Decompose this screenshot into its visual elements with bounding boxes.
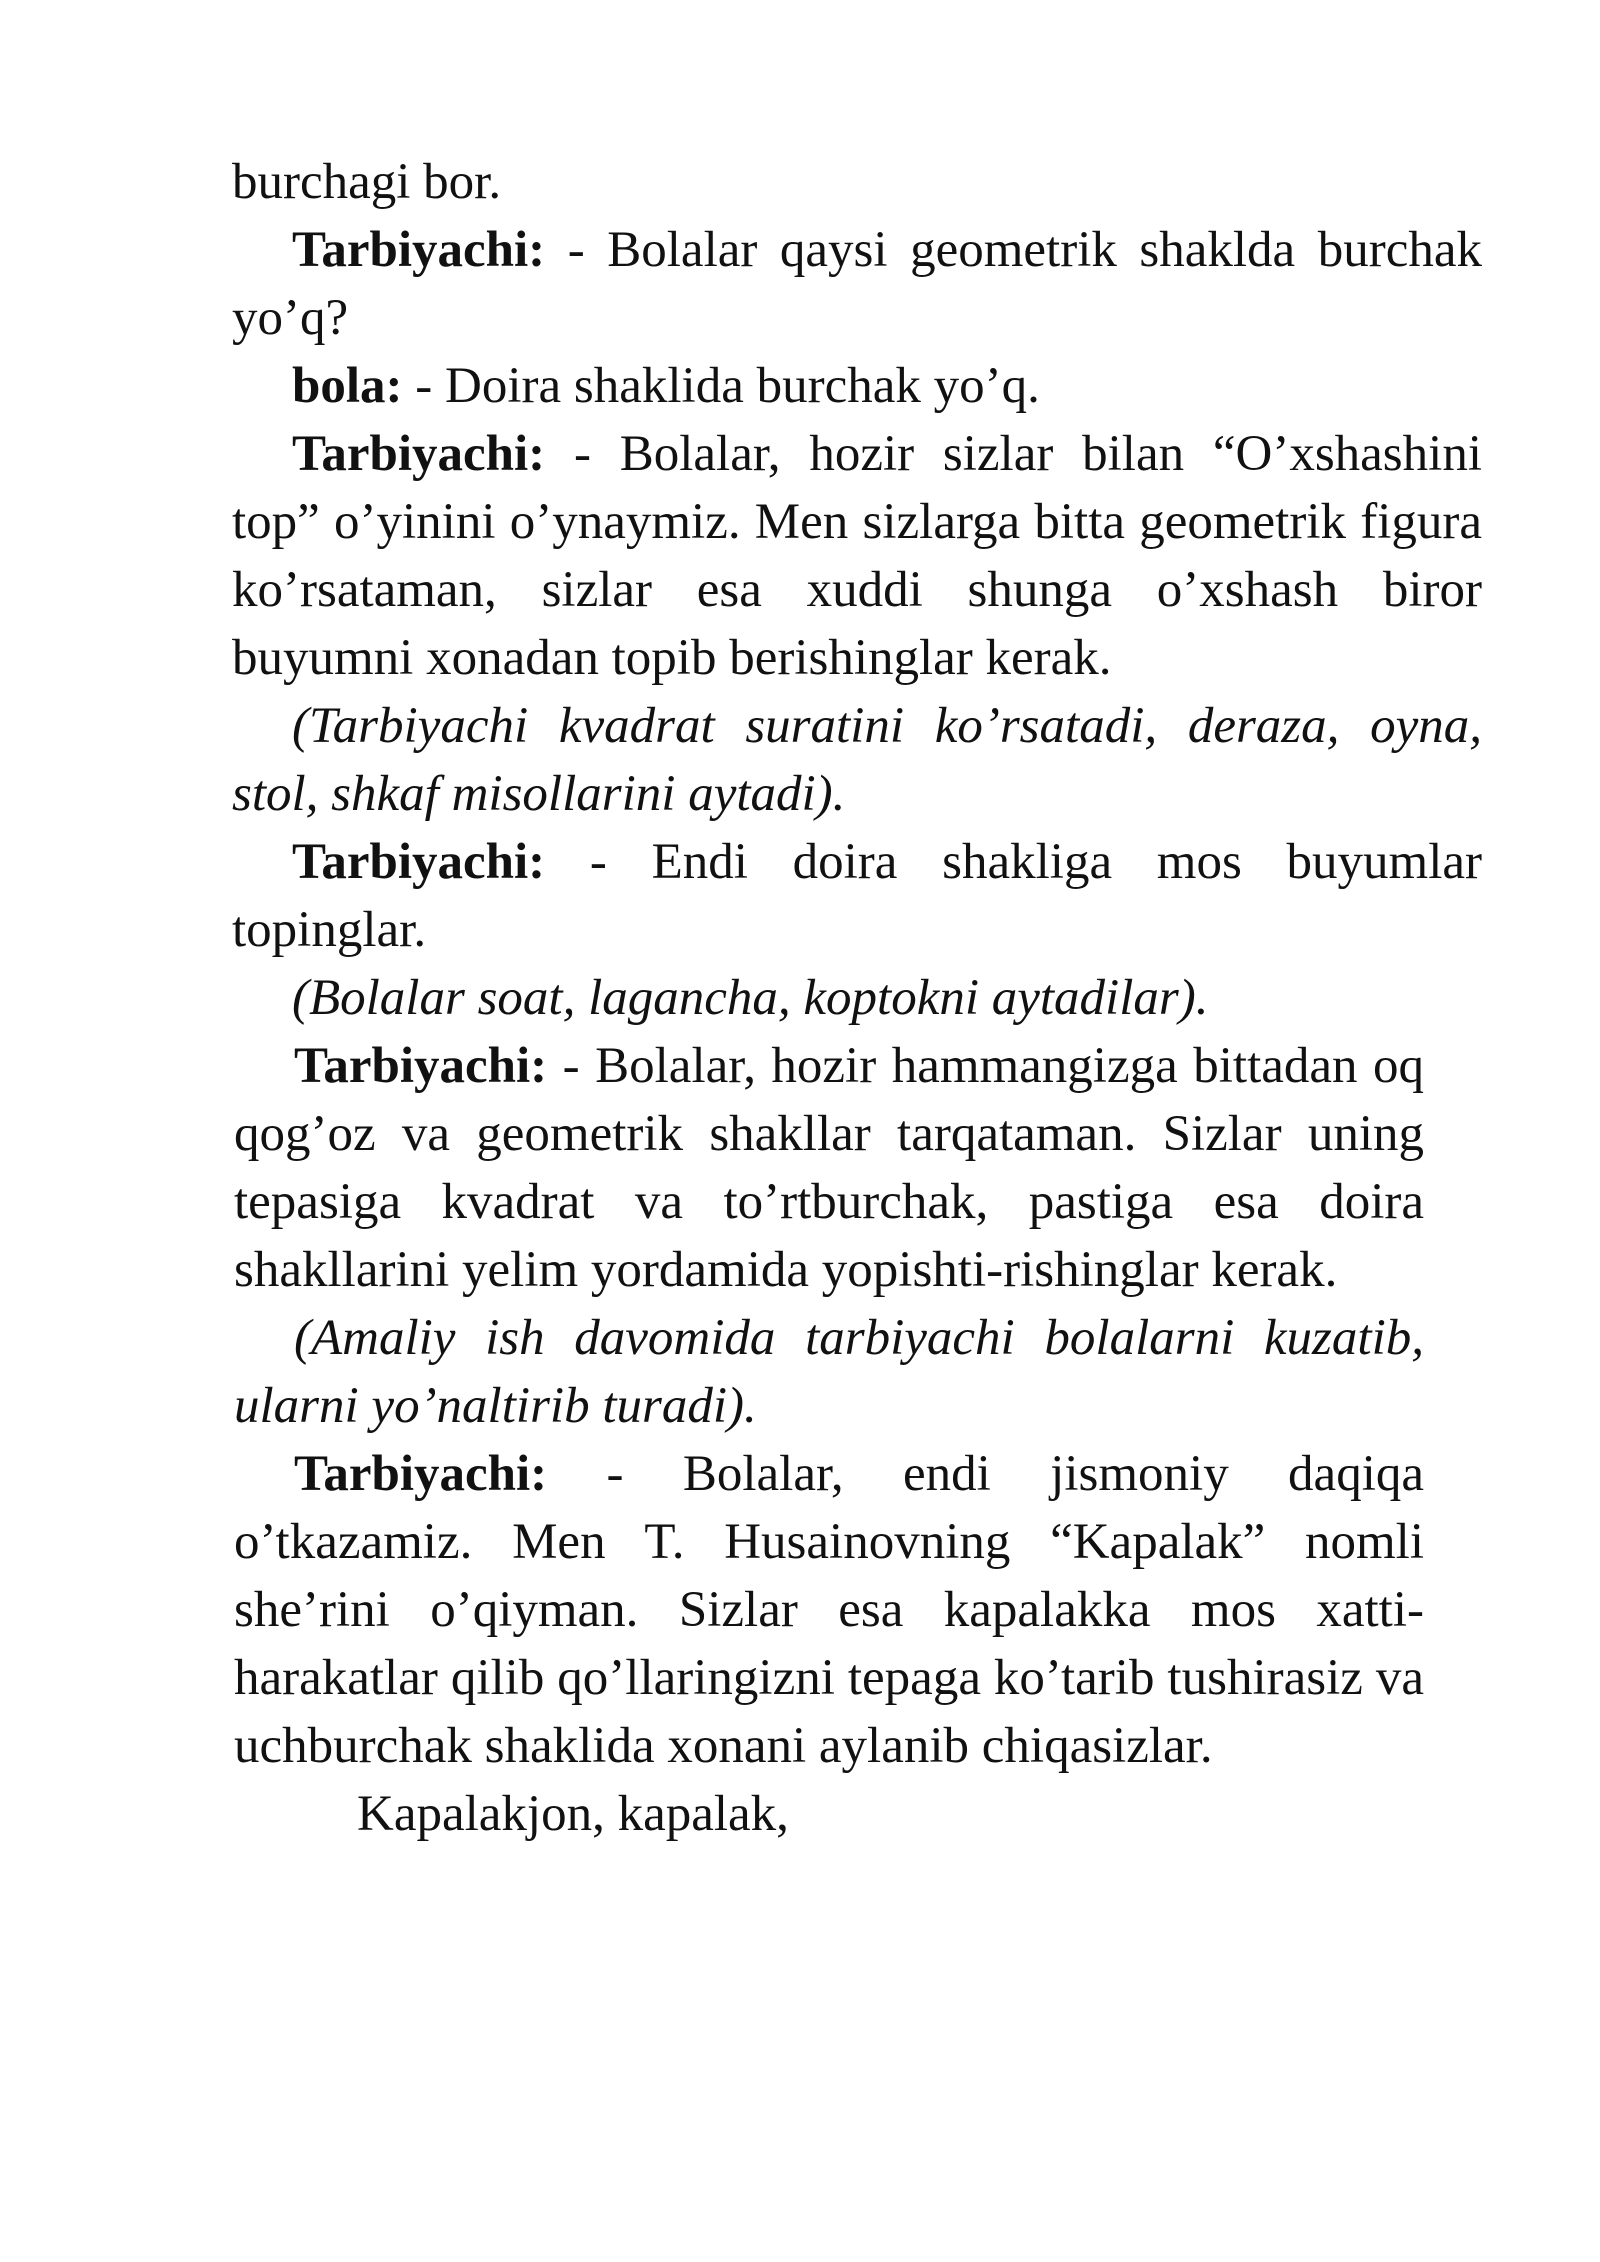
dialog-text: - Bolalar, hozir hammangizga bittadan oq qog’oz va geometrik shakllar tarqataman. Sizlar uning tepasiga kvadrat va to’rtburchak, pastiga esa doira shakllarini yelim yordamida yopishti-rishinglar kerak. (234, 1038, 1424, 1298)
speaker-label: Tarbiyachi: (292, 834, 546, 890)
dialog-text: - Bolalar qaysi geometrik shaklda burchak yo’q? (232, 222, 1482, 346)
speaker-label: bola: (292, 358, 403, 414)
dialog-paragraph (232, 216, 1482, 352)
stage-direction (234, 1304, 1424, 1440)
dialog-text: - Doira shaklida burchak yo’q. (402, 358, 1040, 414)
dialog-text: - Bolalar, hozir sizlar bilan “O’xshashini top” o’yinini o’ynaymiz. Men sizlarga bitta geometrik figura ko’rsataman, sizlar esa xuddi shunga o’xshash biror buyumni xonadan topib berishinglar kerak. (232, 426, 1482, 686)
dialog-paragraph (232, 352, 1482, 420)
dialog-paragraph (234, 1440, 1424, 1780)
paragraph-continuation (232, 148, 1482, 216)
dialog-text: - Endi doira shakliga mos buyumlar topinglar. (232, 834, 1482, 958)
speaker-label: Tarbiyachi: (292, 222, 546, 278)
stage-direction-text: (Amaliy ish davomida tarbiyachi bolalarni kuzatib, ularni yo’naltirib turadi). (234, 1310, 1424, 1434)
paragraph-text: burchagi bor. (232, 154, 502, 210)
dialog-paragraph (234, 1032, 1424, 1304)
stage-direction (232, 964, 1482, 1032)
speaker-label: Tarbiyachi: (292, 426, 546, 482)
dialog-text: - Bolalar, endi jismoniy daqiqa o’tkazamiz. Men T. Husainovning “Kapalak” nomli she’rini o’qiyman. Sizlar esa kapalakka mos xatti-harakatlar qilib qo’llaringizni tepaga ko’tarib tushirasiz va uchburchak shaklida xonani aylanib chiqasizlar. (234, 1446, 1424, 1774)
stage-direction-text: (Tarbiyachi kvadrat suratini ko’rsatadi, deraza, oyna, stol, shkaf misollarini aytadi). (232, 698, 1482, 822)
speaker-label: Tarbiyachi: (294, 1446, 548, 1502)
stage-direction (232, 692, 1482, 828)
document-page (0, 148, 1600, 1848)
dialog-paragraph (232, 420, 1482, 692)
poem-line: Kapalakjon, kapalak, (357, 1786, 789, 1842)
stage-direction-text: (Bolalar soat, lagancha, koptokni aytadilar). (292, 970, 1209, 1026)
dialog-paragraph (232, 828, 1482, 964)
speaker-label: Tarbiyachi: (294, 1038, 548, 1094)
